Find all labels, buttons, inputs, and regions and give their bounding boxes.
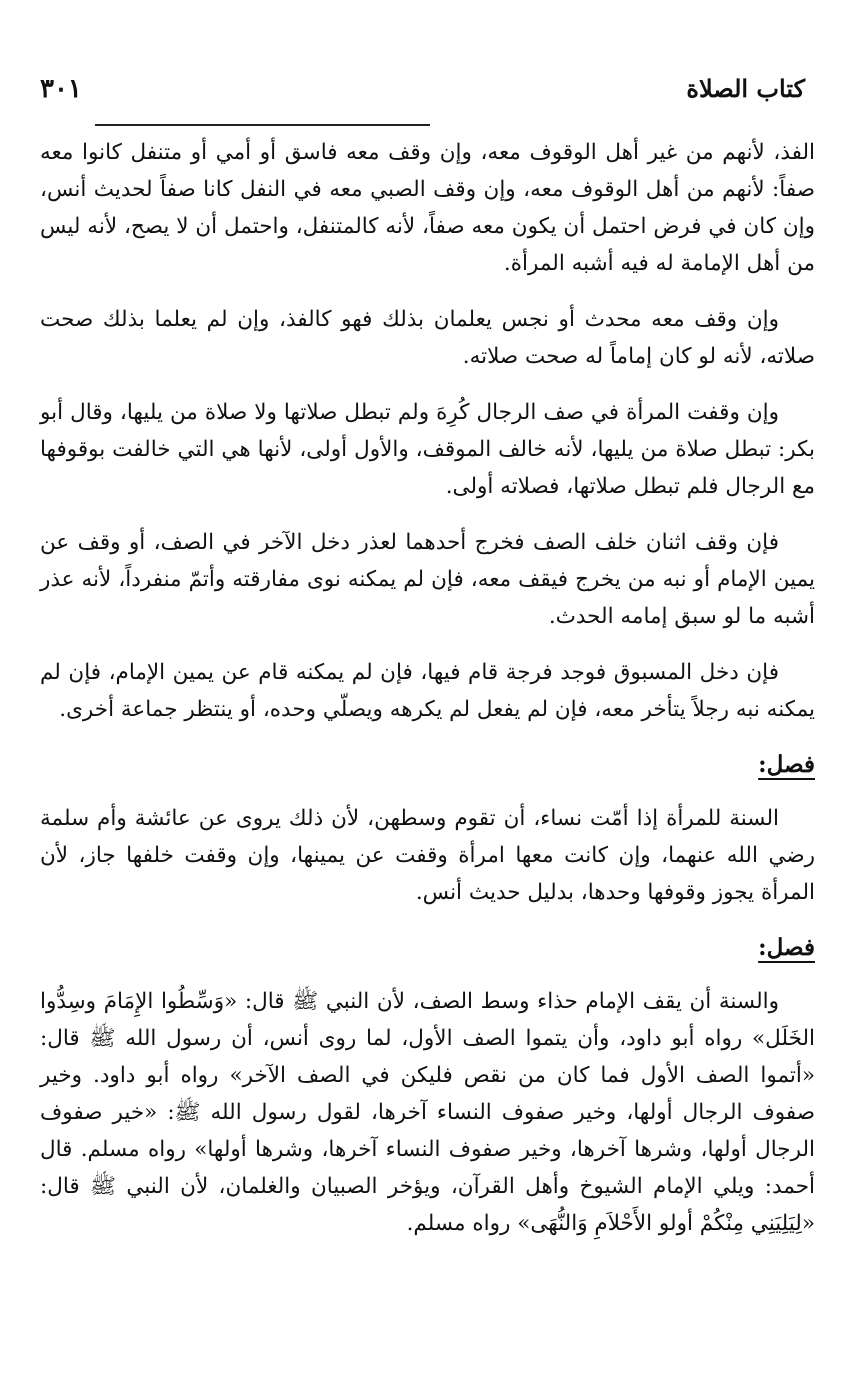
running-title: كتاب الصلاة	[686, 74, 805, 103]
section-heading	[40, 931, 815, 965]
section-heading	[40, 748, 815, 782]
section-heading-text: فصل:	[758, 751, 815, 778]
paragraph: وإن وقف معه محدث أو نجس يعلمان بذلك فهو كالفذ، وإن لم يعلما بذلك صحت صلاته، لأنه لو كان إماماً له صحت صلاته.	[40, 307, 815, 369]
page-number: ٣٠١	[40, 74, 82, 104]
paragraph: السنة للمرأة إذا أمّت نساء، أن تقوم وسطهن، لأن ذلك يروى عن عائشة وأم سلمة رضي الله عنهما، وإن كانت معها امرأة وقفت عن يمينها، وإن وقفت خلفها جاز، لأن المرأة يجوز وقوفها وحدها، بدليل حديث أنس.	[40, 806, 815, 905]
page-header	[40, 70, 805, 120]
paragraph: والسنة أن يقف الإمام حذاء وسط الصف، لأن النبي ﷺ قال: «وَسِّطُوا الإِمَامَ وسِدُّوا الخَلَل» رواه أبو داود، وأن يتموا الصف الأول، لما روى أنس، أن رسول الله ﷺ قال: «أتموا الصف الأول فما كان من نقص فليكن في الصف الآخر» رواه أبو داود. وخير صفوف الرجال أولها، وخير صفوف النساء آخرها، لقول رسول الله ﷺ: «خير صفوف الرجال أولها، وشرها آخرها، وخير صفوف النساء آخرها، وشرها أولها» رواه مسلم. قال أحمد: ويلي الإمام الشيوخ وأهل القرآن، ويؤخر الصبيان والغلمان، لأن النبي ﷺ قال: «لِيَلِيَنِي مِنْكُمْ أولو الأَحْلاَمِ وَالنُّهَى» رواه مسلم.	[40, 989, 815, 1236]
header-divider	[95, 124, 430, 126]
section-heading-text: فصل:	[758, 934, 815, 961]
page-body	[40, 134, 815, 1261]
paragraph: وإن وقفت المرأة في صف الرجال كُرِهَ ولم تبطل صلاتها ولا صلاة من يليها، وقال أبو بكر: تبطل صلاة من يليها، لأنه خالف الموقف، والأول أولى، لأنها هي التي خالفت بوقوفها مع الرجال فلم تبطل صلاتها، فصلاته أولى.	[40, 400, 815, 499]
paragraph-continued: الفذ، لأنهم من غير أهل الوقوف معه، وإن وقف معه فاسق أو أمي أو متنفل كانوا معه صفاً: لأنهم من أهل الوقوف معه، وإن وقف الصبي معه في النفل كانا صفاً لحديث أنس، وإن كان في فرض احتمل أن يكون معه صفاً، لأنه كالمتنفل، واحتمل أن لا يصح، لأنه ليس من أهل الإمامة له فيه أشبه المرأة.	[40, 140, 815, 276]
paragraph: فإن وقف اثنان خلف الصف فخرج أحدهما لعذر دخل الآخر في الصف، أو وقف عن يمين الإمام أو نبه من يخرج فيقف معه، فإن لم يمكنه نوى مفارقته وأتمّ منفرداً، لأنه عذر أشبه ما لو سبق إمامه الحدث.	[40, 530, 815, 629]
paragraph: فإن دخل المسبوق فوجد فرجة قام فيها، فإن لم يمكنه قام عن يمين الإمام، فإن لم يمكنه نبه رجلاً يتأخر معه، فإن لم يفعل لم يكرهه ويصلّي وحده، أو ينتظر جماعة أخرى.	[40, 660, 815, 722]
